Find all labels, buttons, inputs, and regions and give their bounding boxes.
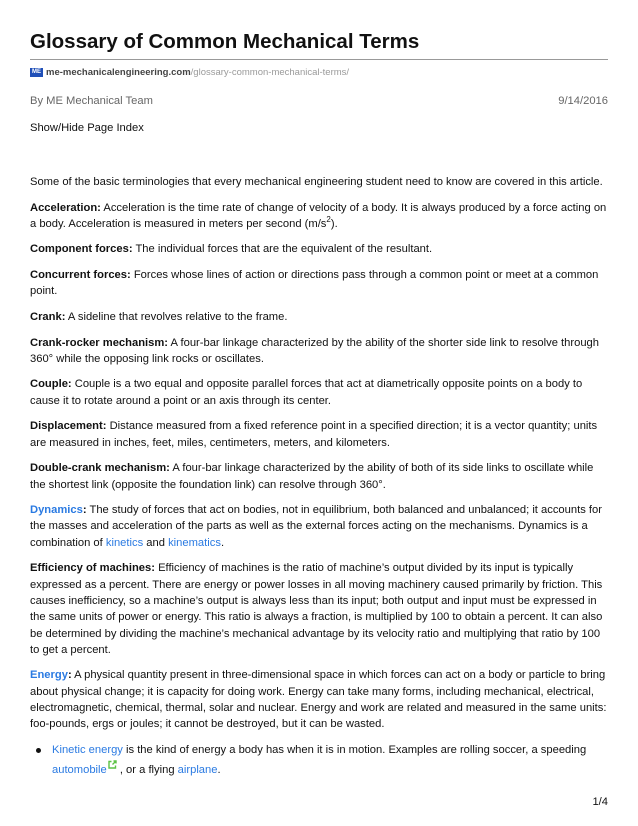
item-mid: , or a flying (116, 764, 178, 777)
byline (30, 95, 608, 107)
entry-component-forces (30, 241, 608, 257)
term: Displacement: (30, 420, 107, 433)
term-colon: : (67, 669, 72, 682)
item-text: is the kind of energy a body has when it is in motion. Examples are rolling soccer, a speeding (122, 743, 587, 756)
title-divider (30, 59, 608, 60)
list-item (30, 742, 608, 779)
definition-tail: . (220, 536, 225, 549)
entry-double-crank (30, 460, 608, 493)
entry-dynamics (30, 502, 608, 551)
definition: A four-bar linkage characterized by the ability of both of its side links to oscillate while the shortest link (opposite the foundation link) can resolve through 360°. (30, 462, 594, 491)
definition-mid: and (143, 536, 169, 549)
term: Component forces: (30, 243, 133, 256)
term: Crank-rocker mechanism: (30, 336, 169, 349)
source-path[interactable]: /glossary-common-mechanical-terms/ (190, 67, 350, 78)
publish-date: 9/14/2016 (558, 95, 608, 107)
energy-link[interactable]: Energy (30, 669, 68, 682)
definition-tail: ). (330, 217, 338, 230)
kinetic-energy-link[interactable]: Kinetic energy (52, 743, 123, 756)
term: Couple: (30, 378, 72, 391)
entry-crank (30, 309, 608, 325)
external-link-icon[interactable] (108, 758, 117, 767)
superscript: 2 (326, 214, 331, 224)
energy-types-list (30, 742, 608, 779)
definition: The individual forces that are the equivalent of the resultant. (132, 243, 433, 256)
entry-energy (30, 667, 608, 732)
term: Acceleration: (30, 201, 101, 214)
page-index-toggle[interactable]: Show/Hide Page Index (30, 122, 144, 134)
term: Crank: (30, 310, 66, 323)
definition: Couple is a two equal and opposite parallel forces that act at diametrically opposite points on a body to cause it to rotate around a point or an axis through its center. (30, 378, 583, 407)
entry-concurrent-forces (30, 267, 608, 300)
page-title: Glossary of Common Mechanical Terms (30, 30, 420, 53)
page-number: 1/4 (592, 796, 608, 808)
automobile-link[interactable]: automobile (52, 764, 107, 777)
entry-couple (30, 376, 608, 409)
definition: Efficiency of machines is the ratio of machine’s output divided by its input is typically expressed as a percent. There are energy or power losses in all moving machinery caused primarily by friction. This causes inefficiency, so a machine’s output is always less than its input; both output and input must be expressed in the same units of power or energy. This ratio is always a fraction, is multiplied by 100 to obtain a percent. It can also be determined by dividing the machine’s mechanical advantage by its velocity ratio and multiplying that ratio by 100 to get a percent. (30, 562, 603, 656)
entry-crank-rocker (30, 335, 608, 368)
term: Double-crank mechanism: (30, 462, 170, 475)
term: Efficiency of machines: (30, 562, 155, 575)
site-logo-icon: ME (32, 69, 41, 75)
entry-displacement (30, 418, 608, 451)
dynamics-link[interactable]: Dynamics (30, 504, 83, 517)
definition: Forces whose lines of action or directions pass through a common point or meet at a common point. (30, 269, 599, 298)
definition: A sideline that revolves relative to the frame. (65, 310, 288, 323)
kinematics-link[interactable]: kinematics (168, 536, 221, 549)
article-body (30, 174, 608, 778)
item-tail: . (217, 764, 221, 777)
definition: A four-bar linkage characterized by the ability of the shorter side link to resolve through 360° while the opposing link rocks or oscillates. (30, 336, 599, 365)
definition: Acceleration is the time rate of change of velocity of a body. It is always produced by a force acting on a body. Acceleration is measured in meters per second (m/s (30, 201, 607, 230)
entry-efficiency (30, 560, 608, 658)
term-colon: : (82, 504, 87, 517)
airplane-link[interactable]: airplane (177, 764, 218, 777)
source-domain[interactable]: me-mechanicalengineering.com (46, 67, 191, 78)
intro-paragraph: Some of the basic terminologies that every mechanical engineering student need to know are covered in this article. (30, 176, 603, 188)
kinetics-link[interactable]: kinetics (105, 536, 144, 549)
definition: Distance measured from a fixed reference point in a specified direction; it is a vector quantity; units are measured in inches, feet, miles, centimeters, meters, and kilometers. (30, 420, 598, 449)
definition: A physical quantity present in three-dimensional space in which forces can act on a body or particle to bring about physical change; it is capacity for doing work. Energy can take many forms, including mechanical, electrical, electromagnetic, chemical, thermal, solar and nuclear. Energy and work are related and measured in the same units: foo-pounds, ergs or joules; it cannot be destroyed, but it can be wasted. (30, 669, 607, 731)
definition: The study of forces that act on bodies, not in equilibrium, both balanced and unbalanced; it accounts for the masses and acceleration of the parts as well as the external forces acting on the mechanisms. Dynamics is a combination of (30, 504, 602, 549)
author: By ME Mechanical Team (30, 95, 153, 107)
term: Concurrent forces: (30, 269, 131, 282)
entry-acceleration (30, 200, 608, 233)
source-line (30, 67, 349, 78)
